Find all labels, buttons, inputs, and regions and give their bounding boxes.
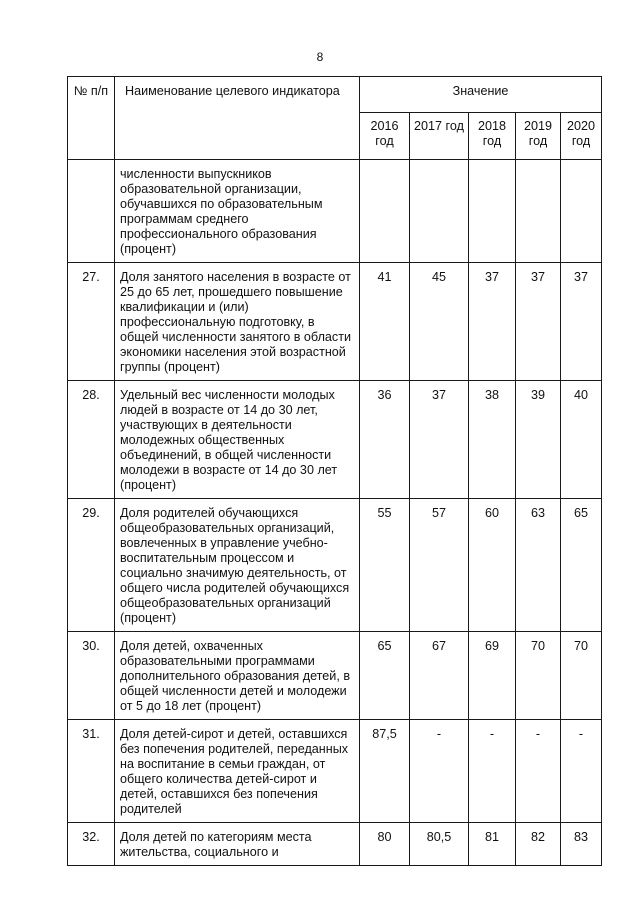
header-year: 2020 год [561, 113, 602, 160]
row-number: 32. [68, 823, 115, 866]
indicator-name: Доля детей, охваченных образовательными программами дополнительного образования детей, в общей численности детей и молодежи от 5 до 18 лет (процент) [115, 632, 360, 720]
value-cell: 63 [516, 499, 561, 632]
header-num: № п/п [68, 77, 115, 160]
value-cell [410, 160, 469, 263]
table-row [68, 499, 602, 632]
value-cell [516, 160, 561, 263]
value-cell: 38 [469, 381, 516, 499]
value-cell: 70 [561, 632, 602, 720]
value-cell: 87,5 [360, 720, 410, 823]
value-cell: 60 [469, 499, 516, 632]
header-year: 2019 год [516, 113, 561, 160]
value-cell: 69 [469, 632, 516, 720]
indicator-name: Удельный вес численности молодых людей в возрасте от 14 до 30 лет, участвующих в деятельности молодежных общественных объединений, в общей численности молодежи в возрасте от 14 до 30 лет (процент) [115, 381, 360, 499]
value-cell: 37 [516, 263, 561, 381]
value-cell: 65 [561, 499, 602, 632]
table-row [68, 823, 602, 866]
value-cell: 80 [360, 823, 410, 866]
header-row [68, 77, 602, 113]
value-cell: 36 [360, 381, 410, 499]
value-cell [469, 160, 516, 263]
value-cell: 39 [516, 381, 561, 499]
value-cell: 37 [469, 263, 516, 381]
row-number: 28. [68, 381, 115, 499]
value-cell: 70 [516, 632, 561, 720]
value-cell: - [469, 720, 516, 823]
value-cell: 83 [561, 823, 602, 866]
value-cell: 80,5 [410, 823, 469, 866]
value-cell: 45 [410, 263, 469, 381]
value-cell [561, 160, 602, 263]
table-row [68, 632, 602, 720]
row-number: 27. [68, 263, 115, 381]
indicator-name: численности выпускников образовательной организации, обучавшихся по образовательным программам среднего профессионального образования (процент) [115, 160, 360, 263]
header-year: 2016 год [360, 113, 410, 160]
value-cell: 55 [360, 499, 410, 632]
header-name: Наименование целевого индикатора [115, 77, 360, 160]
value-cell [360, 160, 410, 263]
value-cell: 67 [410, 632, 469, 720]
table-row [68, 160, 602, 263]
indicator-name: Доля детей-сирот и детей, оставшихся без попечения родителей, переданных на воспитание в семьи граждан, от общего количества детей-сирот и детей, оставшихся без попечения родителей [115, 720, 360, 823]
header-value: Значение [360, 77, 602, 113]
row-number: 31. [68, 720, 115, 823]
value-cell: 81 [469, 823, 516, 866]
value-cell: 37 [561, 263, 602, 381]
value-cell: 65 [360, 632, 410, 720]
header-year: 2018 год [469, 113, 516, 160]
value-cell: 41 [360, 263, 410, 381]
value-cell: - [516, 720, 561, 823]
indicator-name: Доля детей по категориям места жительства, социального и [115, 823, 360, 866]
row-number [68, 160, 115, 263]
indicator-name: Доля занятого населения в возрасте от 25 до 65 лет, прошедшего повышение квалификации и (или) профессиональную подготовку, в общей численности занятого в области экономики населения этой возрастной группы (процент) [115, 263, 360, 381]
page-number: 8 [316, 50, 324, 64]
row-number: 29. [68, 499, 115, 632]
row-number: 30. [68, 632, 115, 720]
table-row [68, 720, 602, 823]
value-cell: - [410, 720, 469, 823]
value-cell: 40 [561, 381, 602, 499]
value-cell: 82 [516, 823, 561, 866]
value-cell: 57 [410, 499, 469, 632]
table-row [68, 381, 602, 499]
indicators-table [67, 76, 602, 866]
indicator-name: Доля родителей обучающихся общеобразовательных организаций, вовлеченных в управление учебно-воспитательным процессом и социально значимую деятельность, от общего числа родителей обучающихся общеобразовательных организаций (процент) [115, 499, 360, 632]
table-row [68, 263, 602, 381]
value-cell: - [561, 720, 602, 823]
value-cell: 37 [410, 381, 469, 499]
header-year: 2017 год [410, 113, 469, 160]
